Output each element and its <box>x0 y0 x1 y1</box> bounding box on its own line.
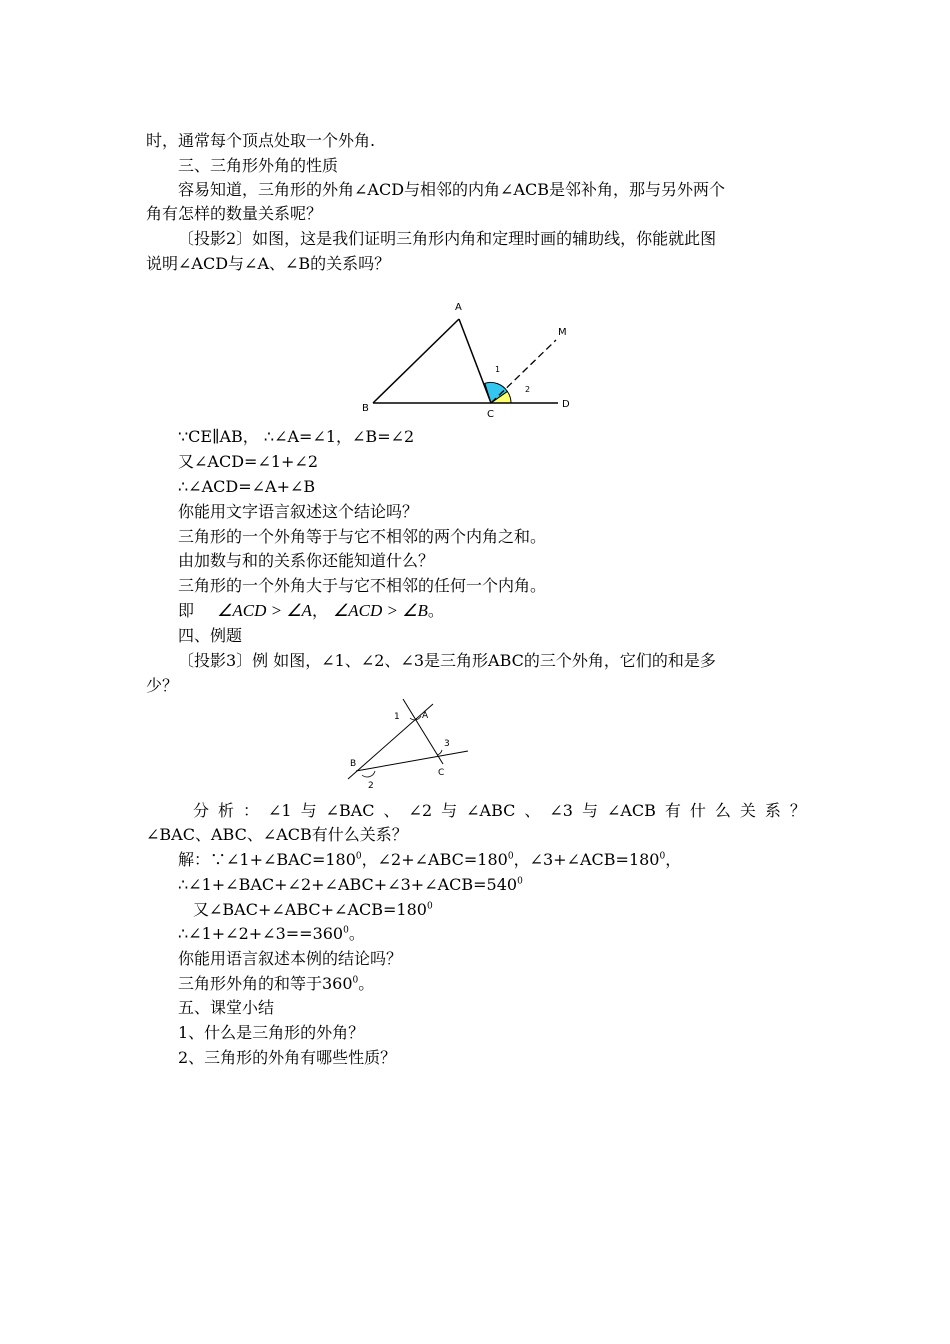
line-solution-1 <box>178 849 681 871</box>
line-q3: 你能用语言叙述本例的结论吗？ <box>178 949 403 968</box>
ray-cm <box>491 340 556 403</box>
angle-3-arc <box>437 750 442 755</box>
line-a3 <box>178 973 374 995</box>
label-a: A <box>455 302 462 313</box>
label-angle-1: 1 <box>495 365 501 374</box>
label-example-b: B <box>350 759 357 769</box>
line-analysis <box>193 800 806 822</box>
degree-sup: 0 <box>426 901 433 912</box>
inequality-end: 。 <box>427 601 444 620</box>
degree-sup: 0 <box>343 925 349 936</box>
line-ab-extended <box>348 704 433 779</box>
line-inequality <box>178 600 444 622</box>
analysis-part: 与 <box>581 801 598 820</box>
analysis-part: 析 <box>218 801 235 820</box>
line-ac-extended <box>403 699 443 764</box>
line-solution-3 <box>193 899 433 921</box>
solution-1d: ， <box>665 850 682 869</box>
line-p2a: 容易知道，三角形的外角∠ACD与相邻的内角∠ACB是邻补角，那与另外两个 <box>178 180 725 199</box>
label-m: M <box>558 327 567 338</box>
label-b: B <box>362 403 369 414</box>
inequality-sep: ， <box>311 601 328 620</box>
solution-3: 又∠BAC+∠ABC+∠ACB=180 <box>193 900 427 919</box>
line-a1: 三角形的一个外角等于与它不相邻的两个内角之和。 <box>178 527 547 546</box>
heading-section-4: 四、例题 <box>178 626 243 645</box>
solution-4b: 。 <box>348 924 365 943</box>
analysis-part: 与 <box>441 801 458 820</box>
line-solution-4 <box>178 923 365 945</box>
line-p3a: 〔投影2〕如图，这是我们证明三角形内角和定理时画的辅助线，你能就此图 <box>178 229 717 248</box>
analysis-part: ∠2 <box>408 801 433 820</box>
figure-triangle-exterior-angle <box>350 295 590 420</box>
solution-1b: ，∠2+∠ABC=180 <box>361 850 508 869</box>
heading-section-3: 三、三角形外角的性质 <box>178 156 339 175</box>
line-s3: ∴∠ACD=∠A+∠B <box>178 477 316 496</box>
ji-label: 即 <box>178 601 195 620</box>
answer-3a: 三角形外角的和等于360 <box>178 974 353 993</box>
line-bc-extended <box>356 751 468 771</box>
analysis-part: ∠ABC <box>466 801 516 820</box>
line-q2: 由加数与和的关系你还能知道什么？ <box>178 551 435 570</box>
answer-3b: 。 <box>358 974 375 993</box>
inequality-2: ∠ACD > ∠B <box>333 601 428 620</box>
label-c: C <box>487 409 494 420</box>
line-s2: 又∠ACD=∠1+∠2 <box>178 452 319 471</box>
label-example-a: A <box>422 711 429 721</box>
line-p2b: 角有怎样的数量关系呢？ <box>146 204 323 223</box>
solution-4a: ∴∠1+∠2+∠3==360 <box>178 924 344 943</box>
label-example-1: 1 <box>394 712 400 722</box>
line-p4b: 少？ <box>146 676 179 695</box>
analysis-part: ∠ACB <box>606 801 656 820</box>
degree-sup: 0 <box>352 975 359 986</box>
side-ac <box>459 319 491 403</box>
analysis-part: ∠1 <box>268 801 292 820</box>
analysis-part: 、 <box>383 801 400 820</box>
analysis-part: 有 <box>664 801 681 820</box>
analysis-part: 分 <box>193 801 210 820</box>
inequality-1: ∠ACD > ∠A <box>217 601 312 620</box>
line-solution-2 <box>178 874 523 896</box>
line-p1: 时，通常每个顶点处取一个外角. <box>146 131 376 150</box>
label-example-c: C <box>438 768 445 778</box>
line-p3b: 说明∠ACD与∠A、∠B的关系吗？ <box>146 254 391 273</box>
label-angle-2: 2 <box>525 385 531 394</box>
line-a2: 三角形的一个外角大于与它不相邻的任何一个内角。 <box>178 576 547 595</box>
line-r2: 2、三角形的外角有哪些性质？ <box>178 1048 397 1067</box>
analysis-part: 什 <box>689 801 706 820</box>
label-d: D <box>562 399 570 410</box>
analysis-part: ∠BAC <box>325 801 375 820</box>
line-r1: 1、什么是三角形的外角？ <box>178 1023 365 1042</box>
analysis-part: 么 <box>714 801 731 820</box>
line-analysis-2: ∠BAC、ABC、∠ACB有什么关系？ <box>146 825 408 844</box>
angle-2-arc <box>362 771 375 777</box>
label-example-2: 2 <box>368 781 374 791</box>
figure-example-triangle <box>340 694 480 794</box>
analysis-part: 与 <box>300 801 317 820</box>
analysis-part: ： <box>243 801 260 820</box>
degree-sup: 0 <box>355 851 362 862</box>
side-ab <box>373 319 459 403</box>
analysis-part: ？ <box>789 801 806 820</box>
analysis-part: 、 <box>524 801 541 820</box>
solution-1c: ，∠3+∠ACB=180 <box>513 850 660 869</box>
analysis-part: 关 <box>739 801 756 820</box>
analysis-part: ∠3 <box>549 801 573 820</box>
line-s1: ∵CE∥AB， ∴∠A=∠1，∠B=∠2 <box>178 427 415 446</box>
analysis-part: 系 <box>764 801 781 820</box>
label-example-3: 3 <box>444 739 450 749</box>
degree-sup: 0 <box>517 876 523 887</box>
solution-1a: 解：∵∠1+∠BAC=180 <box>178 850 356 869</box>
line-p4a: 〔投影3〕例 如图，∠1、∠2、∠3是三角形ABC的三个外角，它们的和是多 <box>178 651 716 670</box>
solution-2: ∴∠1+∠BAC+∠2+∠ABC+∠3+∠ACB=540 <box>178 875 518 894</box>
heading-section-5: 五、课堂小结 <box>178 998 275 1017</box>
line-q1: 你能用文字语言叙述这个结论吗？ <box>178 502 419 521</box>
degree-sup: 0 <box>507 851 514 862</box>
degree-sup: 0 <box>659 851 666 862</box>
